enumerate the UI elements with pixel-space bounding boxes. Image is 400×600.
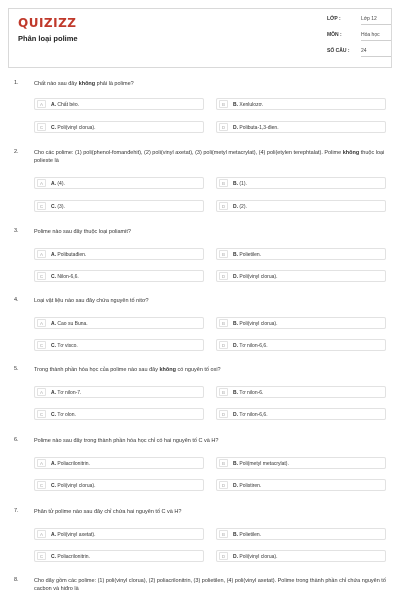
- question-text: Cho dãy gồm các polime: (1) poli(vinyl clorua), (2) poliacrilonitrin, (3) polietilen, (4) poli(vinyl axetat). Polime trong thành phần chỉ chứa nguyên tố cacbon và hiđro là: [34, 578, 386, 592]
- question-count-value: 24: [361, 48, 367, 54]
- option-b[interactable]: B B. Polietilen.: [216, 528, 386, 540]
- question-text: Chất nào sau đây không phải là polime?: [34, 81, 134, 87]
- option-b[interactable]: B B. Polietilen.: [216, 248, 386, 260]
- option-b[interactable]: B B. Poli(vinyl clorua).: [216, 317, 386, 329]
- class-label: LỚP :: [327, 16, 341, 22]
- option-c[interactable]: C C. Nilon-6,6.: [34, 270, 204, 282]
- question-count-label: SỐ CÂU :: [327, 48, 350, 54]
- option-d[interactable]: D D. Tơ nilon-6,6.: [216, 408, 386, 420]
- quizizz-logo: QUIZIZZ: [18, 16, 77, 30]
- option-c[interactable]: C C. (3).: [34, 200, 204, 212]
- option-c[interactable]: C C. Poliacrilonitrin.: [34, 550, 204, 562]
- option-b[interactable]: B B. Poli(metyl metacrylat).: [216, 457, 386, 469]
- subject-label: MÔN :: [327, 32, 342, 38]
- option-a[interactable]: A A. (4).: [34, 177, 204, 189]
- question-number: 5.: [14, 366, 19, 372]
- option-a[interactable]: A A. Polibutađien.: [34, 248, 204, 260]
- question-number: 1.: [14, 80, 19, 86]
- question-number: 8.: [14, 577, 19, 583]
- subject-underline: [361, 40, 391, 41]
- question-text: Polime nào sau đây trong thành phần hóa học chỉ có hai nguyên tố C và H?: [34, 438, 219, 444]
- question-text: Loại vật liệu nào sau đây chứa nguyên tố nitơ?: [34, 298, 149, 304]
- option-d[interactable]: D D. Polistiren.: [216, 479, 386, 491]
- option-d[interactable]: D D. Tơ nilon-6,6.: [216, 339, 386, 351]
- question-count-underline: [361, 56, 391, 57]
- question-text: Phân tử polime nào sau đây chỉ chứa hai nguyên tố C và H?: [34, 509, 182, 515]
- option-a[interactable]: A A. Chất béo.: [34, 98, 204, 110]
- option-c[interactable]: C C. Poli(vinyl clorua).: [34, 121, 204, 133]
- option-c[interactable]: C C. Tơ visco.: [34, 339, 204, 351]
- option-a[interactable]: A A. Poli(vinyl axetat).: [34, 528, 204, 540]
- option-b[interactable]: B B. (1).: [216, 177, 386, 189]
- question-number: 6.: [14, 437, 19, 443]
- class-value: Lớp 12: [361, 16, 377, 22]
- worksheet-title: Phân loại polime: [18, 34, 78, 43]
- question-text: Cho các polime: (1) poli(phenol-fomanđehit), (2) poli(vinyl axetat), (3) poli(metyl metacrylat), (4) poli(etylen terephtalat). Polime không thuộc loại polieste là: [34, 150, 385, 164]
- question-text: Trong thành phần hóa học của polime nào sau đây không có nguyên tố oxi?: [34, 367, 221, 373]
- question-number: 7.: [14, 508, 19, 514]
- worksheet-header: [8, 8, 392, 68]
- option-d[interactable]: D D. Poli(vinyl clorua).: [216, 550, 386, 562]
- question-number: 4.: [14, 297, 19, 303]
- option-d[interactable]: D D. Poli(vinyl clorua).: [216, 270, 386, 282]
- subject-value: Hóa học: [361, 32, 380, 38]
- question-number: 2.: [14, 149, 19, 155]
- option-d[interactable]: D D. (2).: [216, 200, 386, 212]
- option-d[interactable]: D D. Polibuta-1,3-đien.: [216, 121, 386, 133]
- option-b[interactable]: B B. Tơ nilon-6.: [216, 386, 386, 398]
- option-c[interactable]: C C. Tơ olon.: [34, 408, 204, 420]
- question-text: Polime nào sau đây thuộc loại poliamit?: [34, 229, 131, 235]
- option-c[interactable]: C C. Poli(vinyl clorua).: [34, 479, 204, 491]
- option-a[interactable]: A A. Cao su Buna.: [34, 317, 204, 329]
- class-underline: [361, 24, 391, 25]
- option-b[interactable]: B B. Xenlulozơ.: [216, 98, 386, 110]
- option-a[interactable]: A A. Poliacrilonitrin.: [34, 457, 204, 469]
- question-number: 3.: [14, 228, 19, 234]
- option-a[interactable]: A A. Tơ nilon-7.: [34, 386, 204, 398]
